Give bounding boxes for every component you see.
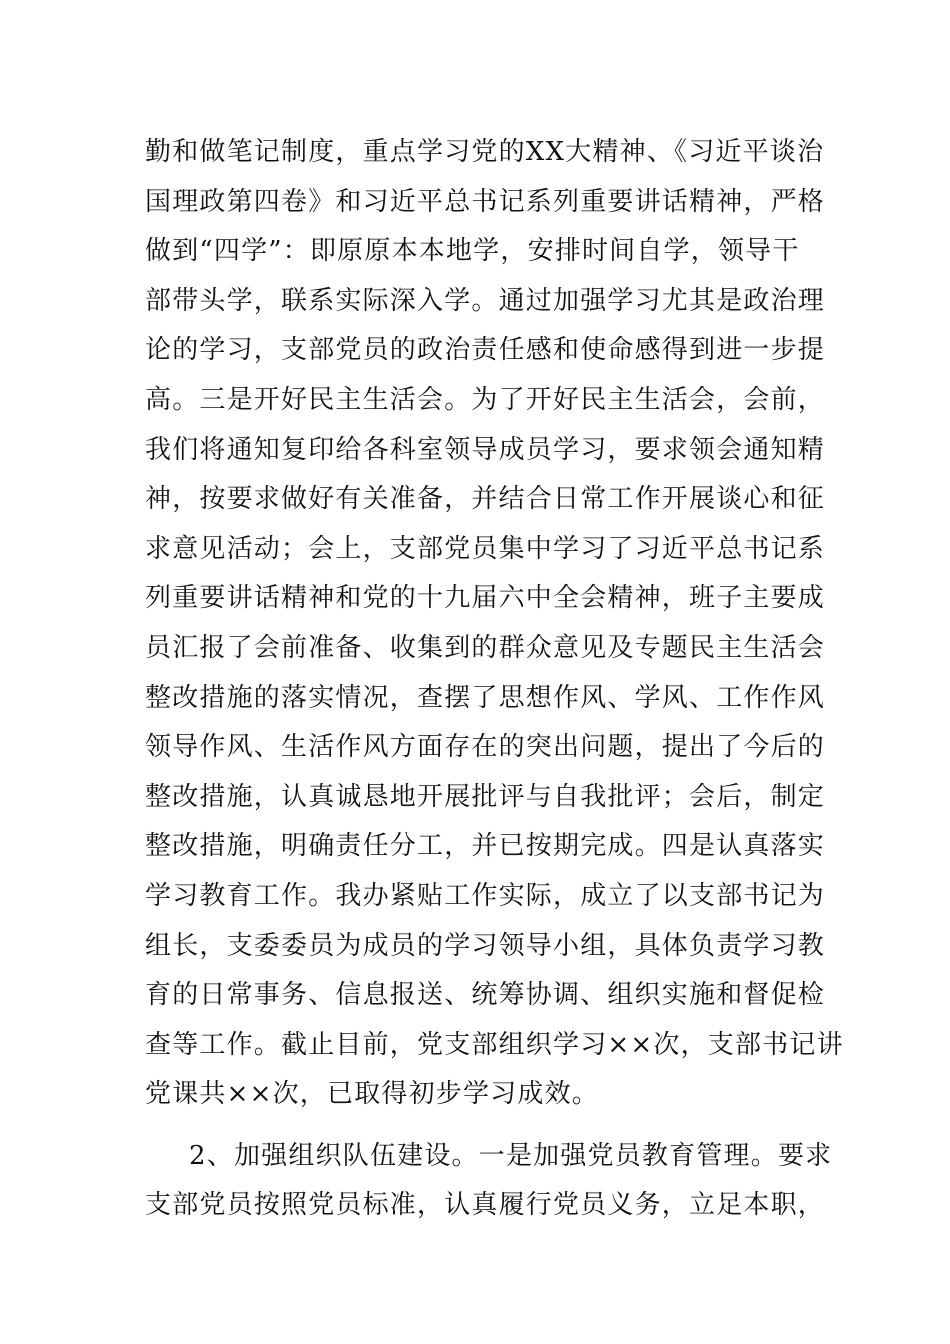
text-line: 学习教育工作。我办紧贴工作实际，成立了以支部书记为 [145, 880, 826, 911]
text-line: 查等工作。截止目前，党支部组织学习××次，支部书记讲 [145, 1029, 844, 1060]
body-text [145, 128, 844, 1231]
text-line: 做到“四学”：即原原本本地学，安排时间自学，领导干 [145, 236, 800, 267]
text-line: 员汇报了会前准备、收集到的群众意见及专题民主生活会 [145, 632, 826, 663]
paragraph-2 [145, 1132, 833, 1231]
text-line: 整改措施的落实情况，查摆了思想作风、学风、工作作风 [145, 682, 826, 713]
text-line: 2、加强组织队伍建设。一是加强党员教育管理。要求 [189, 1140, 833, 1171]
text-line: 列重要讲话精神和党的十九届六中全会精神，班子主要成 [145, 583, 826, 614]
text-line: 整改措施，明确责任分工，并已按期完成。四是认真落实 [145, 831, 826, 862]
text-line: 高。三是开好民主生活会。为了开好民主生活会，会前， [145, 384, 826, 415]
text-line: 组长，支委委员为成员的学习领导小组，具体负责学习教 [145, 930, 826, 961]
text-line: 论的学习，支部党员的政治责任感和使命感得到进一步提 [145, 335, 826, 366]
text-line: 育的日常事务、信息报送、统筹协调、组织实施和督促检 [145, 980, 826, 1011]
text-line: 支部党员按照党员标准，认真履行党员义务，立足本职， [145, 1190, 826, 1221]
text-line: 求意见活动；会上，支部党员集中学习了习近平总书记系 [145, 533, 826, 564]
paragraph-1 [145, 128, 844, 1120]
text-line: 神，按要求做好有关准备，并结合日常工作开展谈心和征 [145, 484, 826, 515]
text-line: 勤和做笔记制度，重点学习党的XX大精神、《习近平谈治 [145, 137, 825, 167]
text-line: 我们将通知复印给各科室领导成员学习，要求领会通知精 [145, 434, 826, 465]
text-line: 整改措施，认真诚恳地开展批评与自我批评；会后，制定 [145, 781, 826, 812]
text-line: 党课共××次，已取得初步学习成效。 [145, 1079, 599, 1110]
text-line: 领导作风、生活作风方面存在的突出问题，提出了今后的 [145, 732, 826, 763]
text-line: 国理政第四卷》和习近平总书记系列重要讲话精神，严格 [145, 186, 826, 217]
text-line: 部带头学，联系实际深入学。通过加强学习尤其是政治理 [145, 285, 826, 316]
